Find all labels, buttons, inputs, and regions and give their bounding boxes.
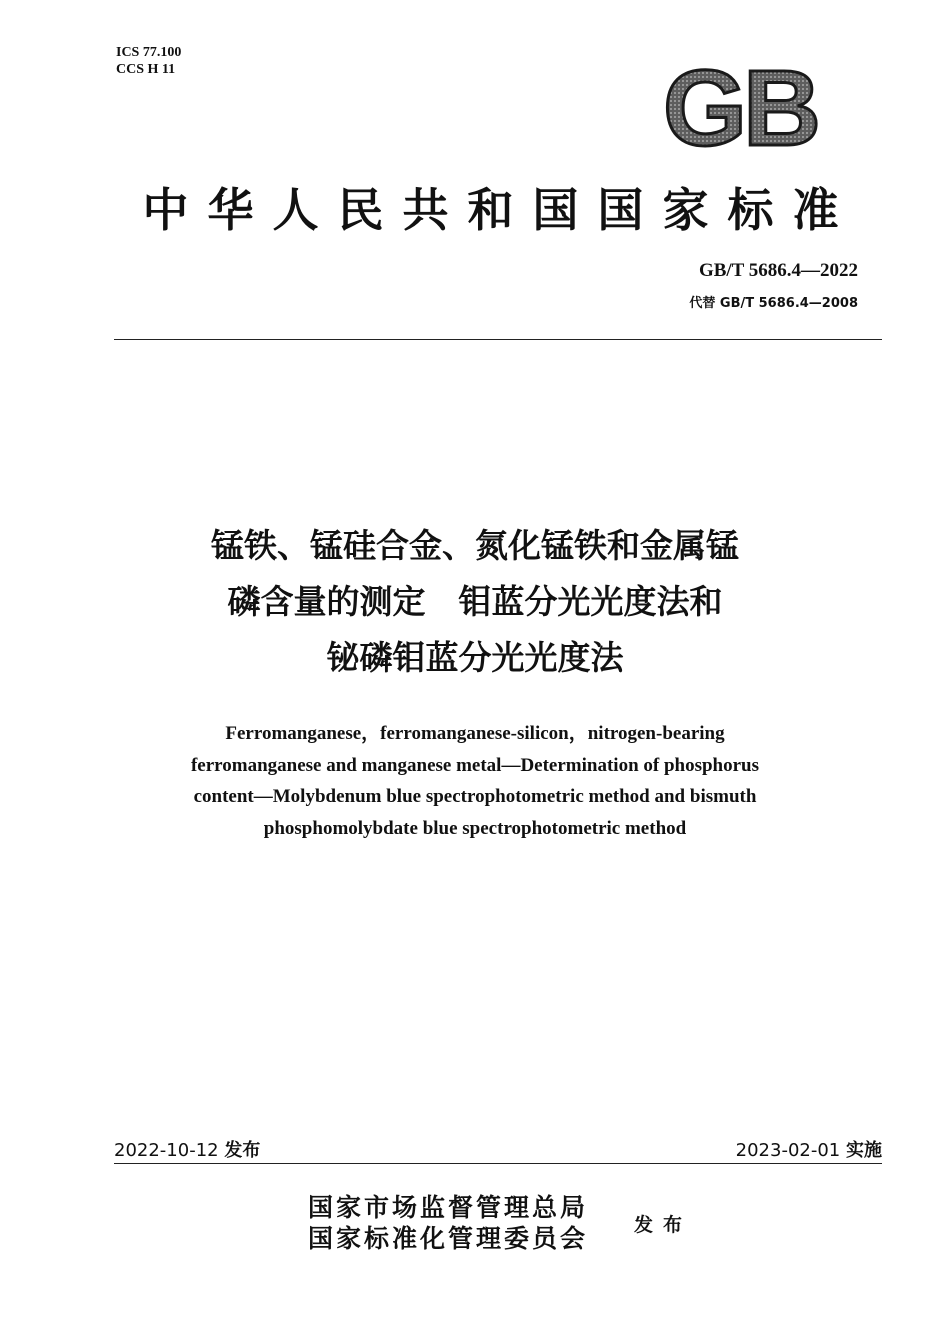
implement-date: 2023-02-01 (735, 1140, 841, 1161)
issue-date-block (114, 1136, 260, 1162)
gb-logo-text: GB (663, 55, 817, 155)
chinese-title-line: 磷含量的测定 钼蓝分光光度法和 (227, 582, 723, 621)
english-title-line: Ferromanganese，ferromanganese-silicon，nitrogen-bearing (225, 723, 725, 744)
english-title-line: content—Molybdenum blue spectrophotometric method and bismuth (193, 786, 757, 807)
footer-divider (114, 1163, 882, 1164)
issue-label: 发布 (224, 1140, 261, 1161)
issuer-name: 国家标准化管理委员会 (308, 1224, 589, 1253)
national-standard-title: 中华人民共和国国家标准 (142, 183, 858, 237)
chinese-title-line: 铋磷钼蓝分光光度法 (326, 638, 624, 677)
issue-date: 2022-10-12 (114, 1140, 219, 1161)
standard-number: GB/T 5686.4—2022 (698, 260, 858, 281)
replaces-note: 代替 GB/T 5686.4—2008 (689, 296, 858, 311)
classification-codes (116, 44, 181, 78)
ics-code: ICS 77.100 (116, 45, 182, 60)
issued-verb: 发布 (634, 1214, 693, 1236)
header-divider (114, 339, 882, 340)
english-title-line: phosphomolybdate blue spectrophotometric method (263, 817, 687, 839)
english-title-line: ferromanganese and manganese metal—Determination of phosphorus (190, 754, 760, 776)
english-title (100, 718, 850, 844)
issuer-name: 国家市场监督管理总局 (308, 1193, 589, 1222)
issuing-authorities (308, 1192, 588, 1254)
gb-logo (645, 55, 835, 155)
implement-label: 实施 (846, 1140, 882, 1161)
chinese-title (100, 518, 850, 686)
chinese-title-line: 锰铁、锰硅合金、氮化锰铁和金属锰 (211, 526, 739, 565)
implement-date-block (736, 1136, 882, 1162)
ccs-code: CCS H 11 (116, 62, 176, 77)
